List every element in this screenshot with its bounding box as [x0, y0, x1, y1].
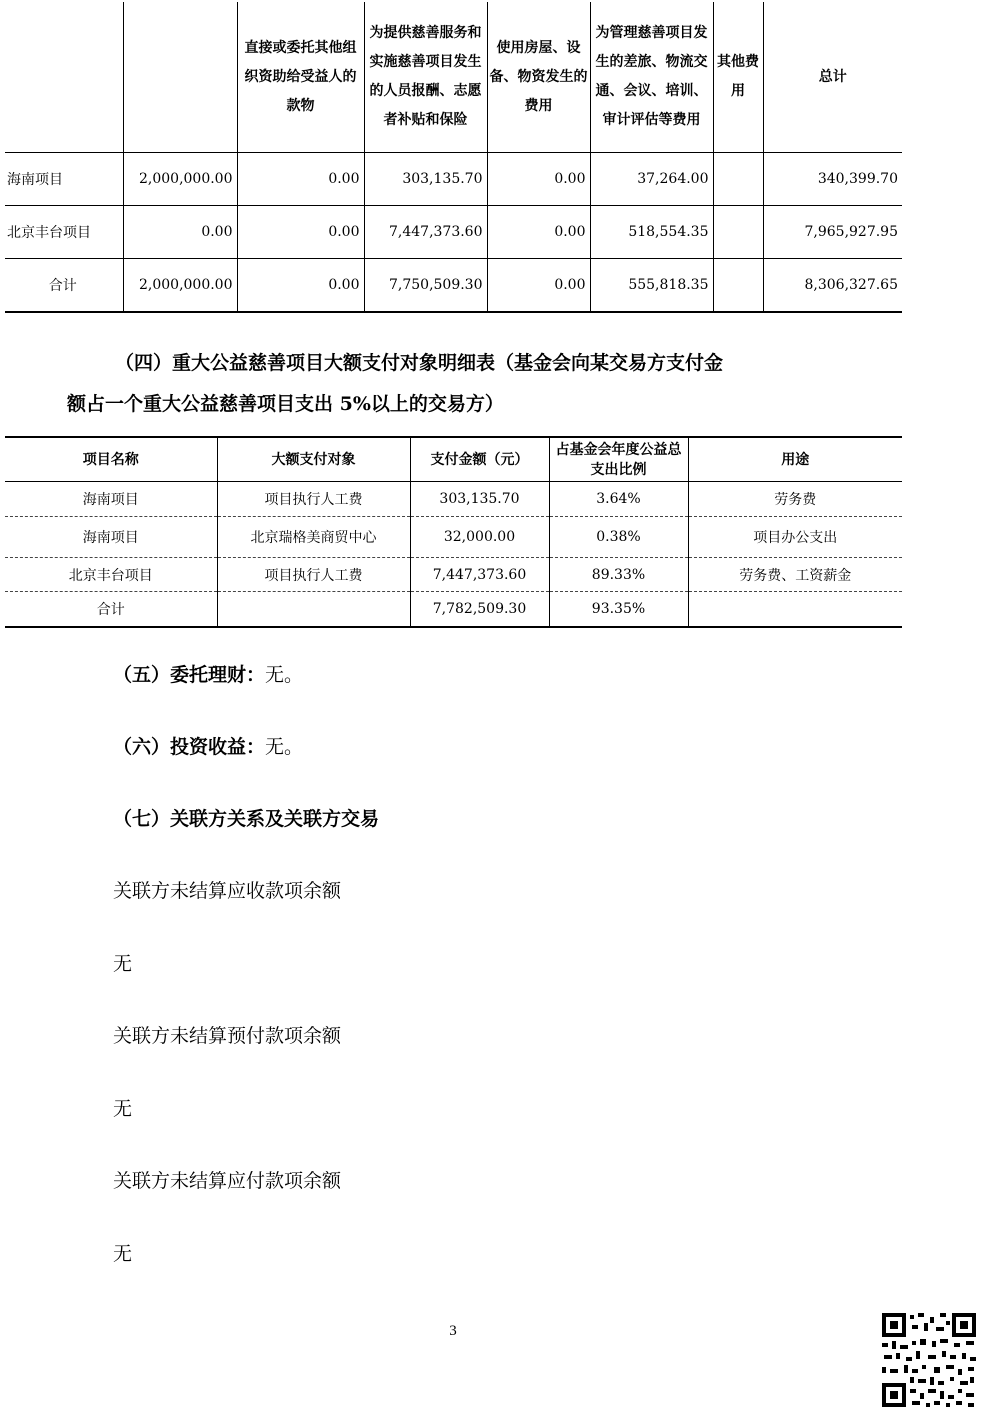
- table-cell: 合计: [5, 592, 217, 628]
- table-cell: 项目办公支出: [688, 517, 902, 558]
- table-cell: 89.33%: [549, 558, 688, 592]
- value-cell: 2,000,000.00: [123, 153, 237, 206]
- value-cell: 340,399.70: [763, 153, 902, 206]
- section-5-value: 无。: [265, 664, 304, 686]
- table-cell: 3.64%: [549, 482, 688, 517]
- total-row: [5, 592, 902, 628]
- section-4-heading: [67, 343, 867, 425]
- total-row: [5, 259, 902, 313]
- section-7-heading: （七）关联方关系及关联方交易: [113, 808, 380, 830]
- value-cell: [713, 206, 763, 259]
- table-cell: 0.38%: [549, 517, 688, 558]
- header-cell: 总计: [763, 2, 902, 153]
- value-cell: [713, 259, 763, 313]
- table-cell: 海南项目: [5, 482, 217, 517]
- table-cell: 北京瑞格美商贸中心: [217, 517, 410, 558]
- header-cell: 为提供慈善服务和实施慈善项目发生的人员报酬、志愿者补贴和保险: [364, 2, 487, 153]
- table-header-row: [5, 437, 902, 482]
- paragraph: 关联方未结算应收款项余额: [113, 880, 342, 902]
- paragraph: 无: [113, 1098, 133, 1120]
- project-name-cell: 北京丰台项目: [5, 206, 123, 259]
- table-cell: 北京丰台项目: [5, 558, 217, 592]
- header-cell: 占基金会年度公益总支出比例: [549, 437, 688, 482]
- header-cell: [5, 2, 123, 153]
- header-cell: 直接或委托其他组织资助给受益人的款物: [237, 2, 364, 153]
- section-6-value: 无。: [265, 736, 304, 758]
- value-cell: 0.00: [487, 206, 590, 259]
- value-cell: 7,965,927.95: [763, 206, 902, 259]
- header-cell: 使用房屋、设备、物资发生的费用: [487, 2, 590, 153]
- header-cell: 其他费用: [713, 2, 763, 153]
- header-cell: [123, 2, 237, 153]
- qr-code-image: [880, 1311, 978, 1409]
- table-cell: 项目执行人工费: [217, 482, 410, 517]
- value-cell: 0.00: [487, 259, 590, 313]
- value-cell: 0.00: [487, 153, 590, 206]
- large-payment-table: [5, 436, 902, 628]
- expense-breakdown-table: [5, 2, 902, 313]
- section-6: [113, 732, 303, 759]
- project-name-cell: 海南项目: [5, 153, 123, 206]
- value-cell: 0.00: [123, 206, 237, 259]
- paragraph: 关联方未结算预付款项余额: [113, 1025, 342, 1047]
- table-header-row: [5, 2, 902, 153]
- header-cell: 项目名称: [5, 437, 217, 482]
- value-cell: 518,554.35: [590, 206, 713, 259]
- value-cell: [713, 153, 763, 206]
- section-5-label: （五）委托理财：: [113, 664, 266, 686]
- value-cell: 0.00: [237, 259, 364, 313]
- header-cell: 支付金额（元）: [410, 437, 549, 482]
- table-cell: [688, 592, 902, 628]
- page-number: 3: [449, 1323, 457, 1339]
- table-cell: 32,000.00: [410, 517, 549, 558]
- table-row: [5, 206, 902, 259]
- table-cell: 劳务费、工资薪金: [688, 558, 902, 592]
- table-cell: 303,135.70: [410, 482, 549, 517]
- header-cell: 大额支付对象: [217, 437, 410, 482]
- value-cell: 0.00: [237, 153, 364, 206]
- table-cell: 7,447,373.60: [410, 558, 549, 592]
- table-row: [5, 482, 902, 517]
- section-6-label: （六）投资收益：: [113, 736, 266, 758]
- table-cell: 海南项目: [5, 517, 217, 558]
- paragraph: 无: [113, 1243, 133, 1265]
- value-cell: 303,135.70: [364, 153, 487, 206]
- value-cell: 37,264.00: [590, 153, 713, 206]
- table-cell: 劳务费: [688, 482, 902, 517]
- total-label-cell: 合计: [5, 259, 123, 313]
- value-cell: 7,447,373.60: [364, 206, 487, 259]
- value-cell: 555,818.35: [590, 259, 713, 313]
- table-cell: 93.35%: [549, 592, 688, 628]
- paragraph: 关联方未结算应付款项余额: [113, 1170, 342, 1192]
- value-cell: 0.00: [237, 206, 364, 259]
- table-cell: [217, 592, 410, 628]
- value-cell: 8,306,327.65: [763, 259, 902, 313]
- section-5: [113, 660, 303, 687]
- section-4-heading-line-1: （四）重大公益慈善项目大额支付对象明细表（基金会向某交易方支付金: [115, 352, 724, 374]
- table-row: [5, 153, 902, 206]
- section-4-heading-line-2: 额占一个重大公益慈善项目支出 5%以上的交易方）: [67, 393, 504, 415]
- header-cell: 用途: [688, 437, 902, 482]
- table-cell: 项目执行人工费: [217, 558, 410, 592]
- value-cell: 7,750,509.30: [364, 259, 487, 313]
- header-cell: 为管理慈善项目发生的差旅、物流交通、会议、培训、审计评估等费用: [590, 2, 713, 153]
- table-cell: 7,782,509.30: [410, 592, 549, 628]
- table-row: [5, 558, 902, 592]
- value-cell: 2,000,000.00: [123, 259, 237, 313]
- paragraph: 无: [113, 953, 133, 975]
- table-row: [5, 517, 902, 558]
